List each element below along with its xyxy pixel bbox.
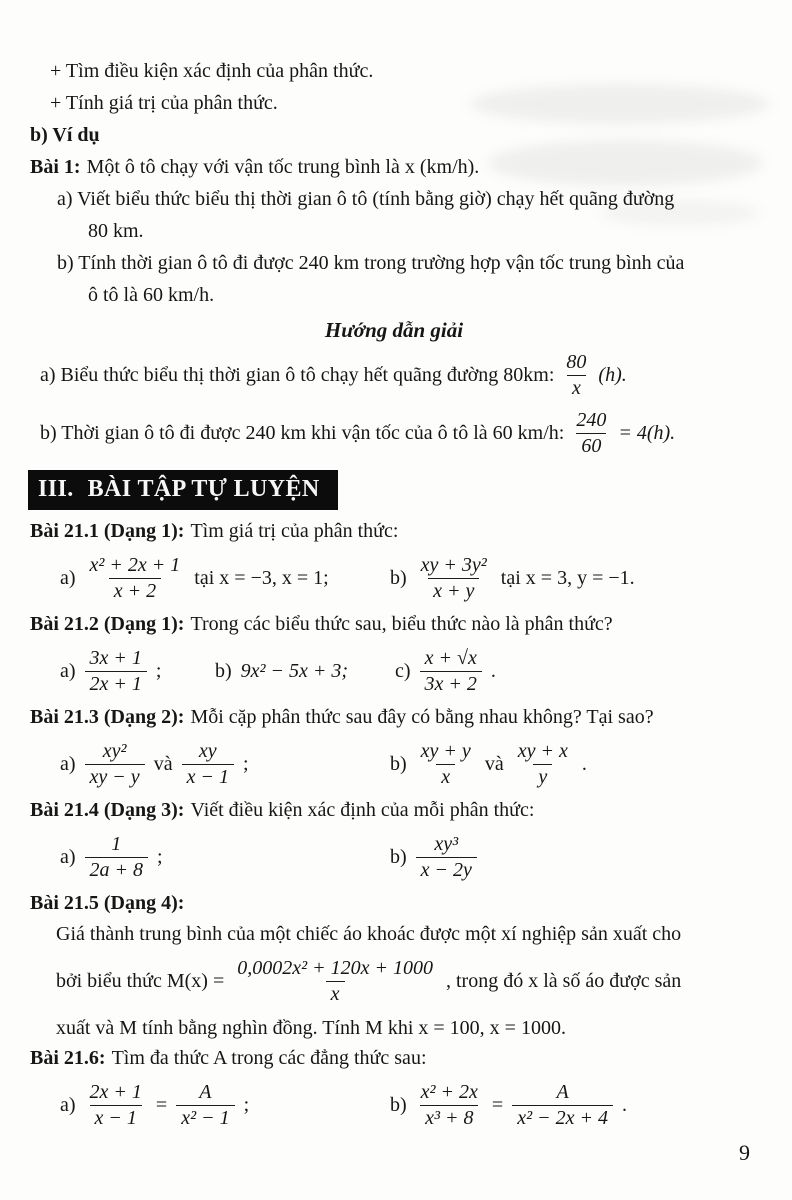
problem-1-text: Một ô tô chạy với vận tốc trung bình là x (km/h). [86, 156, 480, 178]
exercise-21-2-row [30, 640, 758, 702]
fraction-numerator: x² + 2x + 1 [89, 553, 181, 576]
fraction-denominator: x − 1 [182, 764, 234, 789]
fraction [232, 957, 438, 1006]
method-step-line: + Tìm điều kiện xác định của phân thức. [50, 60, 374, 82]
fraction [182, 740, 234, 789]
exercise-21-4-item-b [390, 833, 758, 882]
fraction [513, 740, 573, 789]
exercise-21-1-row [30, 547, 758, 609]
equals-sign: = [155, 1093, 168, 1116]
exercise-21-3-title [30, 702, 758, 732]
exercise-21-6-label: Bài 21.6: [30, 1047, 106, 1069]
item-punctuation: . [581, 752, 587, 775]
exercise-21-6-item-b [390, 1081, 758, 1130]
item-label: a) [60, 659, 76, 682]
item-punctuation: . [621, 1093, 627, 1116]
fraction-numerator: xy³ [434, 832, 459, 855]
fraction-numerator: x² + 2x [420, 1080, 478, 1103]
exercise-21-3-item-b [390, 740, 758, 789]
exercise-21-4-prompt: Viết điều kiện xác định của mỗi phân thức: [190, 799, 535, 821]
page-number: 9 [739, 1140, 750, 1165]
problem-1-statement [30, 152, 758, 182]
solution-line-a [30, 346, 758, 404]
item-label: a) [60, 1093, 76, 1116]
fraction-denominator: x + 2 [109, 578, 161, 603]
exercise-21-2-item-a [30, 647, 215, 696]
exercise-21-6-prompt: Tìm đa thức A trong các đẳng thức sau: [111, 1047, 427, 1069]
fraction-numerator: 2x + 1 [89, 1080, 142, 1103]
item-condition: tại x = −3, x = 1; [194, 566, 329, 589]
fraction-denominator: x [326, 981, 345, 1006]
exercise-21-2-prompt: Trong các biểu thức sau, biểu thức nào là phân thức? [190, 613, 613, 635]
fraction-denominator: x [436, 764, 455, 789]
exercise-21-2-title [30, 609, 758, 639]
exercise-21-5-title: Bài 21.5 (Dạng 4): [30, 892, 185, 914]
fraction-denominator: y [533, 764, 552, 789]
exercise-21-5-line2 [30, 949, 758, 1013]
item-label: b) [215, 659, 232, 682]
solution-heading: Hướng dẫn giải [324, 318, 464, 342]
fraction-lhs [416, 1081, 483, 1130]
fraction [561, 351, 591, 400]
exercise-21-3-row [30, 733, 758, 795]
exercise-21-4-item-a [30, 833, 390, 882]
fraction [85, 740, 145, 789]
fraction-denominator: 2a + 8 [85, 857, 149, 882]
item-label: a) [60, 566, 76, 589]
fraction-numerator: xy + 3y² [420, 553, 487, 576]
fraction [571, 409, 611, 458]
solution-a-unit: (h). [598, 363, 627, 386]
exercise-21-1-item-a [30, 554, 390, 603]
fraction-denominator: x² − 2x + 4 [512, 1105, 613, 1130]
item-label: c) [395, 659, 411, 682]
exercise-21-2-item-c [395, 647, 758, 696]
fraction-numerator: A [199, 1080, 212, 1103]
exercise-21-3-prompt: Mỗi cặp phân thức sau đây có bằng nhau không? Tại sao? [190, 706, 654, 728]
fraction-rhs [176, 1081, 234, 1130]
item-condition: tại x = 3, y = −1. [500, 566, 635, 589]
fraction-numerator: 3x + 1 [89, 646, 142, 669]
fraction-numerator: 1 [111, 832, 122, 855]
item-label: a) [60, 752, 76, 775]
exercise-21-6-title [30, 1043, 758, 1073]
formula-prefix: bởi biểu thức M(x) = [56, 969, 225, 992]
exercise-21-6-row [30, 1074, 758, 1136]
problem-1-item-a-line1: a) Viết biểu thức biểu thị thời gian ô tô (tính bằng giờ) chạy hết quãng đường [57, 188, 675, 210]
fraction [85, 833, 149, 882]
item-label: b) [390, 845, 407, 868]
fraction [416, 554, 492, 603]
item-punctuation: ; [155, 659, 162, 682]
exercise-21-2-label: Bài 21.2 (Dạng 1): [30, 613, 185, 635]
item-punctuation: ; [243, 1093, 250, 1116]
fraction [416, 740, 476, 789]
fraction-numerator: 240 [576, 408, 607, 431]
conjunction: và [153, 752, 173, 775]
exercise-21-1-label: Bài 21.1 (Dạng 1): [30, 520, 185, 542]
fraction-numerator: 80 [566, 350, 587, 373]
problem-1-item-b-line1: b) Tính thời gian ô tô đi được 240 km trong trường hợp vận tốc trung bình của [57, 252, 685, 274]
item-label: b) [390, 752, 407, 775]
exercise-21-4-label: Bài 21.4 (Dạng 3): [30, 799, 185, 821]
fraction-denominator: xy − y [85, 764, 145, 789]
fraction-denominator: 60 [576, 433, 606, 458]
exercise-21-1-prompt: Tìm giá trị của phân thức: [190, 520, 399, 542]
exercise-21-1-title [30, 516, 758, 546]
exercise-21-2-item-b [215, 660, 395, 683]
problem-1-item-a-line2: 80 km. [88, 220, 144, 242]
item-label: b) [390, 566, 407, 589]
solution-line-b [30, 404, 758, 462]
exercise-21-5-line1: Giá thành trung bình của một chiếc áo khoác được một xí nghiệp sản xuất cho [56, 923, 682, 945]
exercise-21-3-item-a [30, 740, 390, 789]
equals-sign: = [491, 1093, 504, 1116]
solution-b-text: b) Thời gian ô tô đi được 240 km khi vận tốc của ô tô là 60 km/h: [40, 421, 565, 444]
fraction-denominator: x − 2y [416, 857, 477, 882]
fraction-numerator: xy + x [517, 739, 568, 762]
fraction-denominator: 2x + 1 [85, 671, 147, 696]
fraction-numerator: xy [198, 739, 217, 762]
exercise-21-5-line3: xuất và M tính bằng nghìn đồng. Tính M khi x = 100, x = 1000. [56, 1017, 566, 1039]
fraction-numerator: 0,0002x² + 120x + 1000 [237, 956, 433, 979]
fraction-denominator: 3x + 2 [420, 671, 482, 696]
method-step-line: + Tính giá trị của phân thức. [50, 92, 278, 114]
fraction-numerator: A [556, 1080, 569, 1103]
solution-b-result: = 4(h). [618, 421, 676, 444]
formula-suffix: , trong đó x là số áo được sản [445, 969, 682, 992]
exercise-21-1-item-b [390, 554, 758, 603]
example-section-label: b) Ví dụ [30, 124, 100, 146]
problem-1-label: Bài 1: [30, 156, 81, 178]
item-punctuation: . [490, 659, 496, 682]
fraction-numerator: xy² [102, 739, 127, 762]
fraction-denominator: x² − 1 [176, 1105, 234, 1130]
exercise-21-4-row [30, 826, 758, 888]
section-banner [28, 470, 338, 510]
section-numeral: III. [38, 476, 74, 502]
section-title: BÀI TẬP TỰ LUYỆN [87, 476, 320, 502]
item-label: a) [60, 845, 76, 868]
fraction [416, 833, 477, 882]
fraction-rhs [512, 1081, 613, 1130]
fraction-denominator: x − 1 [90, 1105, 142, 1130]
exercise-21-4-title [30, 795, 758, 825]
fraction-numerator: xy + y [420, 739, 471, 762]
exercise-21-6-item-a [30, 1081, 390, 1130]
fraction-numerator: x + √x [424, 646, 477, 669]
item-label: b) [390, 1093, 407, 1116]
item-punctuation: ; [242, 752, 249, 775]
solution-a-text: a) Biểu thức biểu thị thời gian ô tô chạy hết quãng đường 80km: [40, 363, 555, 386]
fraction-lhs [85, 1081, 147, 1130]
exercise-21-3-label: Bài 21.3 (Dạng 2): [30, 706, 185, 728]
fraction [85, 647, 147, 696]
problem-1-item-b-line2: ô tô là 60 km/h. [88, 284, 215, 306]
fraction-denominator: x + y [428, 578, 479, 603]
fraction-denominator: x³ + 8 [420, 1105, 478, 1130]
item-punctuation: ; [157, 845, 163, 868]
fraction [85, 554, 186, 603]
fraction-denominator: x [567, 375, 586, 400]
polynomial-expression: 9x² − 5x + 3; [240, 659, 349, 682]
conjunction: và [484, 752, 504, 775]
fraction [420, 647, 482, 696]
